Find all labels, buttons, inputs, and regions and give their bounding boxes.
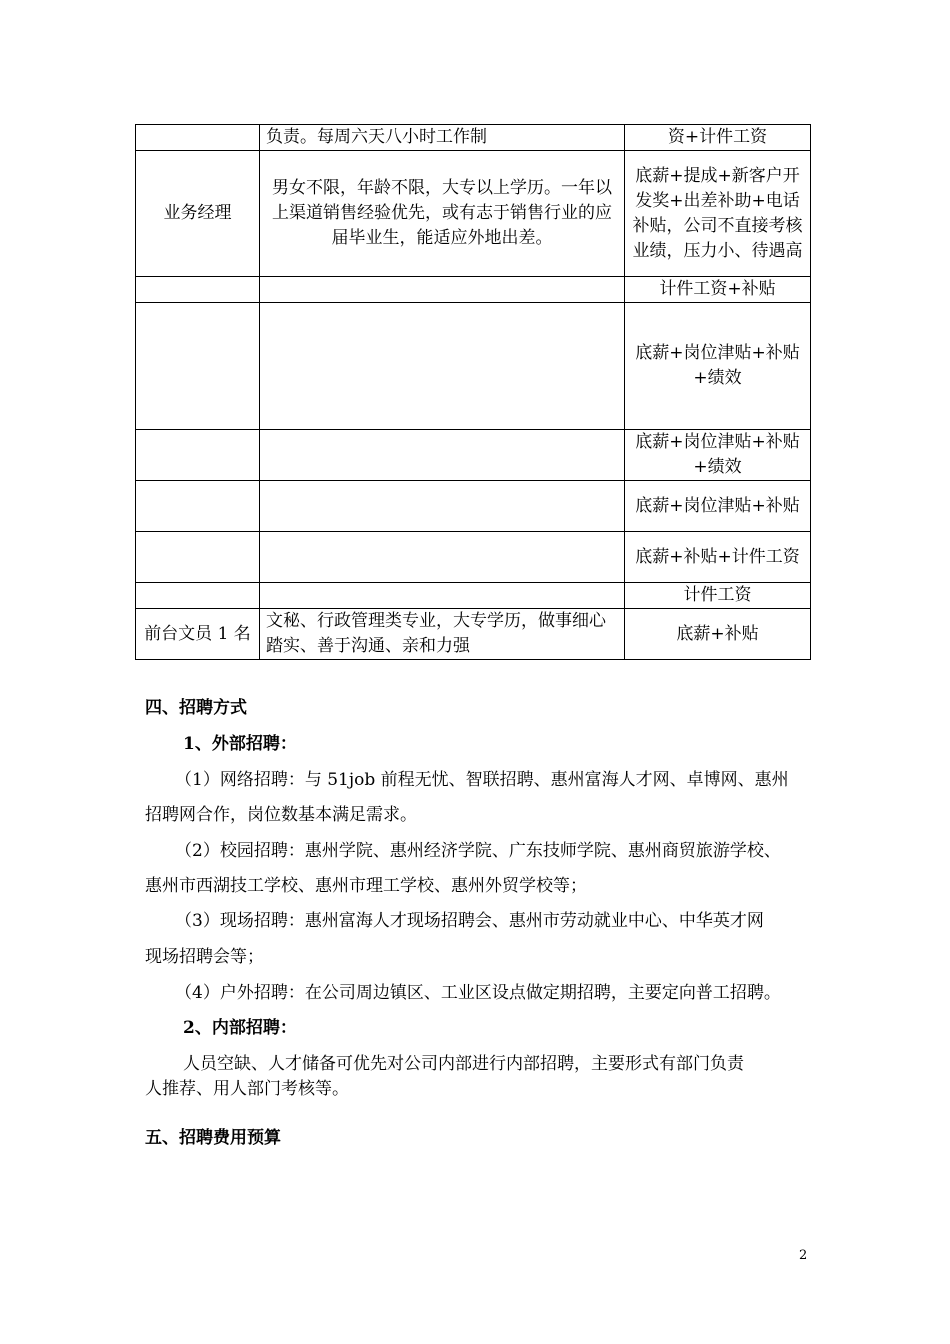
table-cell-salary: 底薪+提成+新客户开发奖+出差补助+电话补贴，公司不直接考核业绩，压力小、待遇高 <box>625 151 811 277</box>
table-row <box>136 532 811 583</box>
table-cell-position <box>136 430 260 481</box>
paragraph-line: （4）户外招聘：在公司周边镇区、工业区设点做定期招聘，主要定向普工招聘。 <box>175 983 781 1003</box>
table-cell-salary: 底薪+补贴+计件工资 <box>625 532 811 583</box>
paragraph-line: 人员空缺、人才储备可优先对公司内部进行内部招聘，主要形式有部门负责 <box>183 1054 744 1074</box>
table-row <box>136 303 811 430</box>
table-row <box>136 481 811 532</box>
subsection-heading: 2、内部招聘： <box>183 1018 297 1038</box>
paragraph-line: 现场招聘会等； <box>145 947 264 967</box>
table-cell-requirements: 文秘、行政管理类专业，大专学历，做事细心踏实、善于沟通、亲和力强 <box>260 609 625 660</box>
table-row <box>136 430 811 481</box>
recruitment-table <box>135 124 811 660</box>
table-cell-position <box>136 125 260 151</box>
table-cell-requirements: 负责。每周六天八小时工作制 <box>260 125 625 151</box>
section-heading: 四、招聘方式 <box>145 698 247 718</box>
paragraph-line: 招聘网合作，岗位数基本满足需求。 <box>145 805 417 825</box>
table-cell-requirements <box>260 532 625 583</box>
table-row <box>136 151 811 277</box>
table-cell-position <box>136 303 260 430</box>
table-row <box>136 583 811 609</box>
page-number: 2 <box>799 1248 808 1263</box>
subsection-heading: 1、外部招聘： <box>183 734 297 754</box>
table-cell-position: 前台文员 1 名 <box>136 609 260 660</box>
table-cell-salary: 计件工资 <box>625 583 811 609</box>
table-cell-salary: 底薪+岗位津贴+补贴 <box>625 481 811 532</box>
paragraph-line: 惠州市西湖技工学校、惠州市理工学校、惠州外贸学校等； <box>145 876 587 896</box>
table-cell-requirements: 男女不限，年龄不限，大专以上学历。一年以上渠道销售经验优先，或有志于销售行业的应届毕业生，能适应外地出差。 <box>260 151 625 277</box>
table-cell-requirements <box>260 430 625 481</box>
paragraph-line: （2）校园招聘：惠州学院、惠州经济学院、广东技师学院、惠州商贸旅游学校、 <box>175 841 781 861</box>
table-cell-requirements <box>260 277 625 303</box>
table-cell-requirements <box>260 303 625 430</box>
table-cell-requirements <box>260 481 625 532</box>
table-cell-salary: 计件工资+补贴 <box>625 277 811 303</box>
table-row <box>136 125 811 151</box>
section-heading: 五、招聘费用预算 <box>145 1128 281 1148</box>
table-cell-salary: 资+计件工资 <box>625 125 811 151</box>
paragraph-line: 人推荐、用人部门考核等。 <box>145 1079 349 1099</box>
table-cell-salary: 底薪+补贴 <box>625 609 811 660</box>
table-cell-position <box>136 277 260 303</box>
table-row <box>136 277 811 303</box>
table-cell-position <box>136 481 260 532</box>
paragraph-line: （3）现场招聘：惠州富海人才现场招聘会、惠州市劳动就业中心、中华英才网 <box>175 911 764 931</box>
table-cell-requirements <box>260 583 625 609</box>
table-cell-position: 业务经理 <box>136 151 260 277</box>
table-cell-position <box>136 583 260 609</box>
paragraph-line: （1）网络招聘：与 51job 前程无忧、智联招聘、惠州富海人才网、卓博网、惠州 <box>175 770 789 790</box>
table-cell-salary: 底薪+岗位津贴+补贴+绩效 <box>625 430 811 481</box>
table-cell-salary: 底薪+岗位津贴+补贴+绩效 <box>625 303 811 430</box>
table-cell-position <box>136 532 260 583</box>
table-row <box>136 609 811 660</box>
